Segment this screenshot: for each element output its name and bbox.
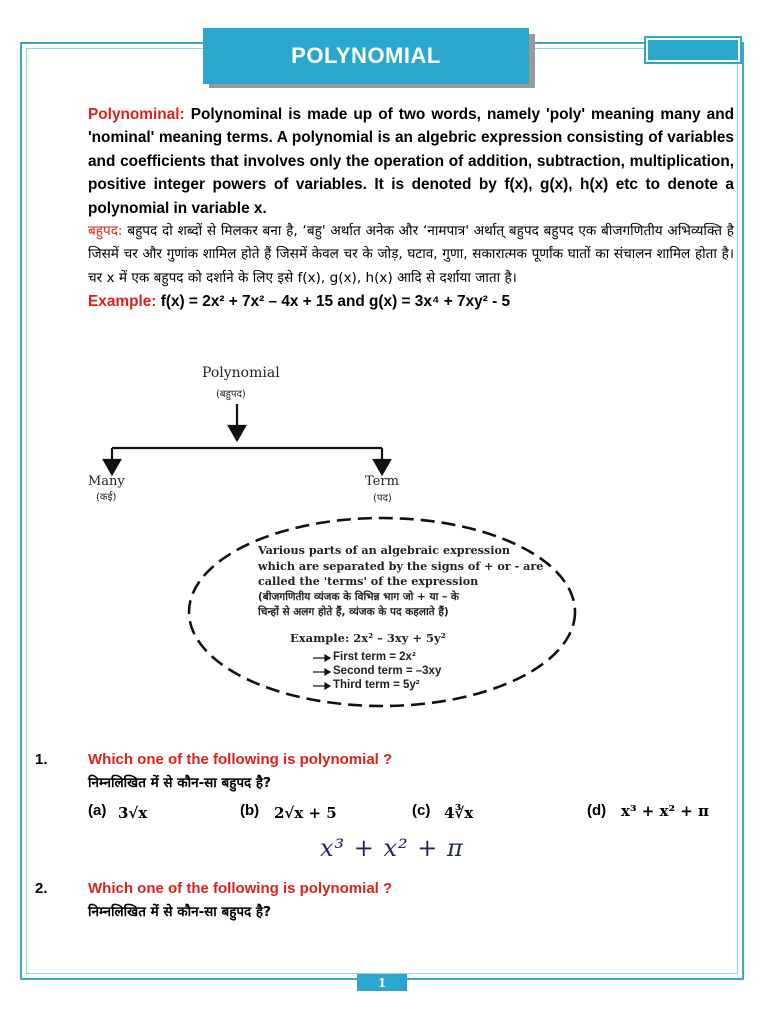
option-b-value[interactable]: 2√x + 5 (274, 804, 337, 822)
right-arrow-head (374, 460, 390, 474)
handwritten-answer: x³ + x² + π (320, 834, 464, 862)
question-hindi: निम्नलिखित में से कौन-सा बहुपद है? (88, 775, 271, 791)
option-c-label: (c) (412, 802, 431, 819)
question-hindi: निम्नलिखित में से कौन-सा बहुपद है? (88, 904, 271, 920)
option-d-value[interactable]: x³ + x² + π (621, 802, 710, 820)
page-number: 1 (357, 974, 407, 991)
option-c-value[interactable]: 4∛x (444, 804, 474, 822)
example-text: f(x) = 2x² + 7x² – 4x + 15 and g(x) = 3x⁴ + 7xy² - 5 (160, 293, 511, 311)
ellipse-line: called the 'terms' of the expression (258, 574, 479, 588)
ellipse-description (258, 543, 558, 621)
option-a-value[interactable]: 3√x (118, 804, 148, 822)
root-arrow-head (229, 426, 245, 440)
second-term: Second term = –3xy (333, 665, 442, 677)
diagram-root-label: Polynomial (202, 365, 280, 381)
ellipse-line: चिन्हों से अलग होते हैं, व्यंजक के पद कहलाते हैं) (258, 606, 449, 618)
ellipse-line: (बीजगणितीय व्यंजक के विभिन्न भाग जो + या – के (258, 590, 459, 603)
option-b-label: (b) (240, 802, 260, 819)
diagram-left-hindi: (कई) (96, 492, 117, 503)
first-term: First term = 2x² (333, 651, 416, 663)
example-label: Example: (88, 293, 157, 311)
option-d-label: (d) (587, 802, 607, 819)
ellipse-line: Various parts of an algebraic expression (258, 543, 511, 557)
diagram-right-label: Term (365, 474, 399, 489)
page-title: POLYNOMIAL (203, 28, 529, 84)
definition-text: Polynominal is made up of two words, namely 'poly' meaning many and 'nominal' meaning terms. A polynomial is an algebric expression consisting of variables and coefficients that involves only the operation of addition, subtraction, multiplication, positive integer powers of variables. It is denoted by f(x), g(x), h(x) etc to denote a polynomial in variable x. (88, 106, 734, 217)
question-number: 2. (35, 880, 48, 897)
option-a-label: (a) (88, 802, 107, 819)
question-text: Which one of the following is polynomial ? (88, 880, 393, 897)
question-number: 1. (35, 751, 48, 768)
hindi-definition-text: बहुपद दो शब्दों से मिलकर बना है, ‘बहु' अर्थात अनेक और ‘नामपात्र' अर्थात् बहुपद बहुपद एक बीजगणितीय अभिव्यक्ति है जिसमें चर और गुणांक शामिल होते हैं जिसमें केवल चर के जोड़, घटाव, गुणा, सकारात्मक पूर्णांक घातों का संचालन शामिल होता है। चर x में एक बहुपद को दर्शाने के लिए इसे f(x), g(x), h(x) आदि से दर्शाया जाता है। (88, 223, 735, 286)
diagram-left-label: Many (88, 474, 125, 489)
question-text: Which one of the following is polynomial ? (88, 751, 393, 768)
diagram-root-hindi: (बहुपद) (216, 389, 246, 400)
ellipse-line: which are separated by the signs of + or - are (258, 558, 544, 573)
third-term: Third term = 5y² (333, 679, 420, 691)
term-label: Polynominal: (88, 106, 185, 123)
left-arrow-head (104, 460, 120, 474)
diagram-right-hindi: (पद) (373, 493, 392, 504)
hindi-label: बहुपद: (88, 223, 123, 240)
ellipse-example: Example: 2x² – 3xy + 5y² (290, 631, 446, 645)
